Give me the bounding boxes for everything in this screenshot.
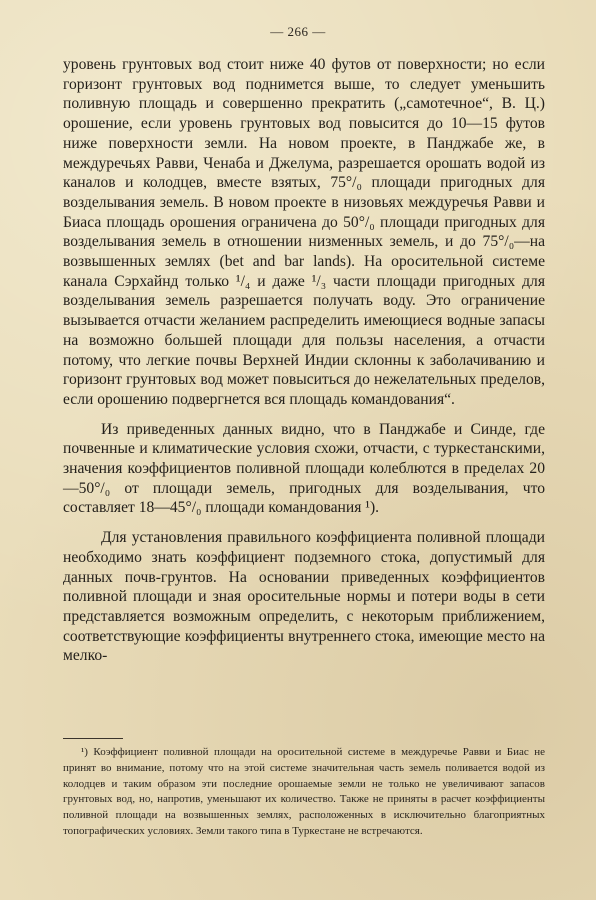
paragraph-3: Для установления правильного коэффициента поливной площади необходимо знать коэффициент подземного стока, допустимый для данных почв-грунтов. На основании приведенных коэффициентов поливной площади и зная оросительные нормы и потери воды в сети представляется возможным определить, с некоторым приближением, соответствующие коэффициенты внутреннего стока, имеющие место на мелко-: [63, 529, 545, 665]
footnote-1: ¹) Коэффициент поливной площади на оросительной системе в междуречье Равви и Биас не принят во внимание, потому что на этой системе значительная часть земель поливается водой из колодцев и таким образом эти последние орошаемые земли не только не увеличивают запасов грунтовых вод, но, напротив, уменьшают их количество. Также не приняты в расчет коэффициенты поливной площади на возвышенных землях, расположенных в исключительно благоприятных топографических условиях. Земли такого типа в Туркестане не встречаются.: [63, 746, 545, 837]
paragraph-2: Из приведенных данных видно, что в Панджабе и Синде, где почвенные и климатические условия схожи, отчасти, с туркестанскими, значения коэффициентов поливной площади колеблются в пределах 20—50°/₀ от площади земель, пригодных для возделывания, что составляет 18—45°/₀ площади командования ¹).: [63, 420, 545, 517]
paragraph-1: уровень грунтовых вод стоит ниже 40 футов от поверхности; но если горизонт грунтовых вод поднимется выше, то следует уменьшить поливную площадь и совершенно прекратить („самотечное“, В. Ц.) орошение, если уровень грунтовых вод повысится до 10—15 футов ниже поверхности земли. На новом проекте, в Панджабе же, в междуречьях Равви, Ченаба и Джелума, разрешается орошать водой из каналов и колодцев, вместе взятых, 75°/₀ площади пригодных для возделывания земель. В новом проекте в низовьях междуречья Равви и Биаса площадь орошения ограничена до 50°/₀ площади пригодных для возделывания земель в отношении низменных земель, и до 75°/₀—на возвышенных землях (bet and bar lands). На оросительной системе канала Сэрхайнд только ¹/₄ и даже ¹/₃ части площади пригодных для возделывания земель разрешается получать воду. Это ограничение вызывается отчасти желанием распределить имеющиеся водные запасы на возможно большей площади для пользы населения, а отчасти потому, что легкие почвы Верхней Индии склонны к заболачиванию и горизонт грунтовых вод может повыситься до нежелательных пределов, если орошению подвергнется вся площадь командования“.: [63, 56, 545, 408]
footnotes: [63, 745, 545, 840]
main-text: [63, 55, 545, 666]
page-number: — 266 —: [270, 24, 326, 39]
footnote-divider: [63, 738, 123, 739]
